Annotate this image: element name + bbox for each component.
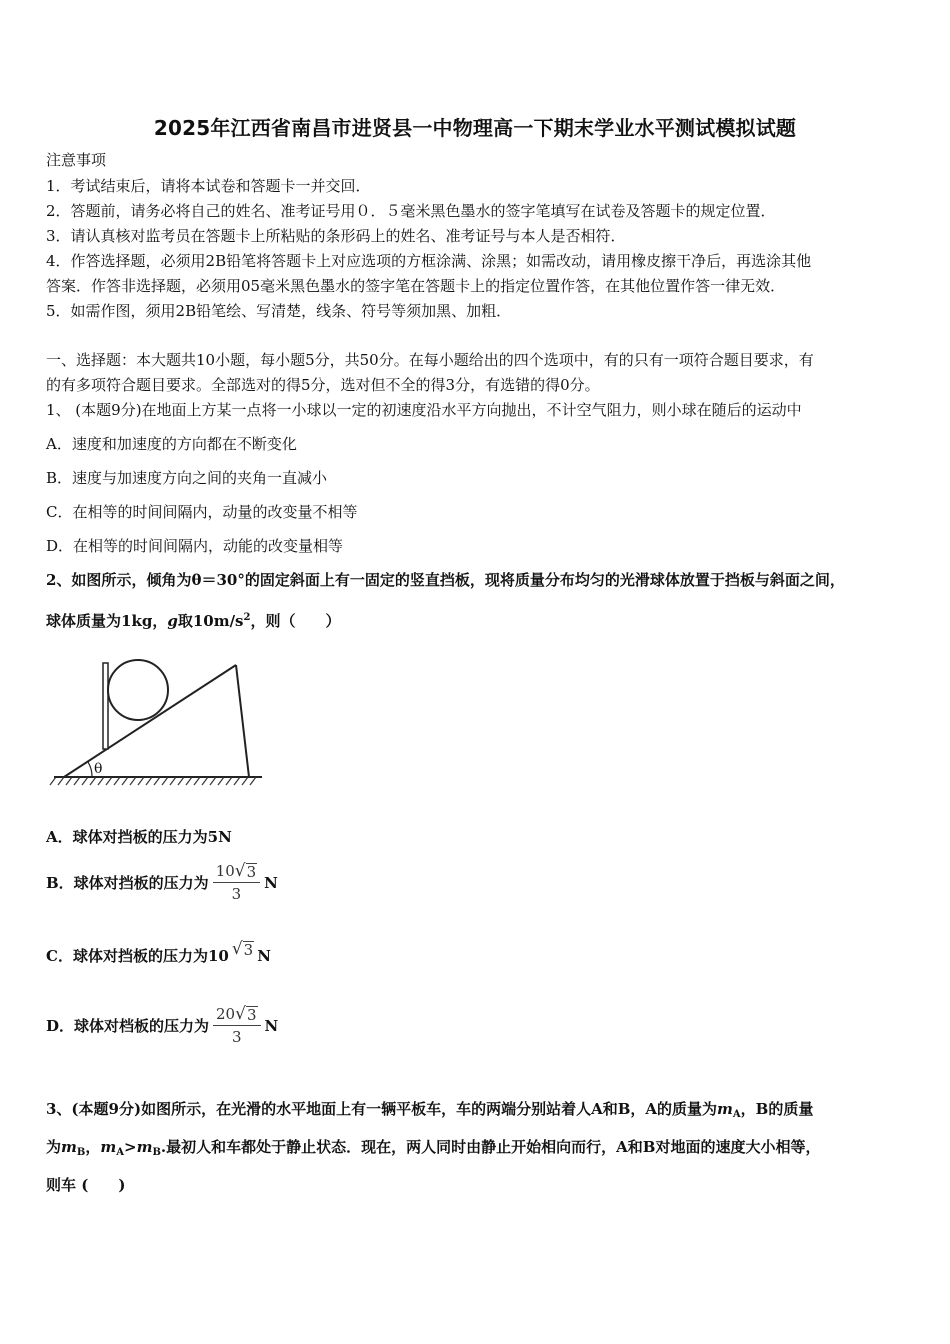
sqrt-argument: 3 xyxy=(246,863,257,881)
notice-heading: 注意事项 xyxy=(46,151,107,169)
q2-text: 球体质量为1kg， xyxy=(46,612,168,630)
fraction-numerator: 20 xyxy=(216,1005,236,1023)
q2-exponent: 2 xyxy=(243,612,251,623)
question-2-option-d xyxy=(46,1005,278,1046)
unit: N xyxy=(264,873,278,892)
question-3-stem-line3: 则车 ( ) xyxy=(46,1176,126,1194)
sqrt-argument: 3 xyxy=(243,941,254,959)
q3-text: 为 xyxy=(46,1138,62,1156)
notice-item: 5．如需作图，须用2B铅笔绘、写清楚，线条、符号等须加黑、加粗． xyxy=(46,302,512,320)
notice-item: 1．考试结束后，请将本试卷和答题卡一并交回． xyxy=(46,177,371,195)
sqrt-argument: 3 xyxy=(246,1006,257,1024)
q3-subscript: A xyxy=(116,1147,124,1158)
q3-mass-symbol: m xyxy=(100,1138,117,1156)
question-1-option-c: C．在相等的时间间隔内，动量的改变量不相等 xyxy=(46,503,358,521)
q3-subscript: B xyxy=(152,1147,161,1158)
question-2-stem-line2 xyxy=(46,607,916,632)
q3-text: ， xyxy=(85,1138,101,1156)
q3-mass-symbol: m xyxy=(136,1138,153,1156)
section-intro: 一、选择题：本大题共10小题，每小题5分，共50分。在每小题给出的四个选项中，有的只有一项符合题目要求，有 xyxy=(46,351,814,369)
question-2-stem: 2、如图所示，倾角为θ＝30°的固定斜面上有一固定的竖直挡板，现将质量分布均匀的光滑球体放置于挡板与斜面之间， xyxy=(46,571,845,589)
question-1-option-b: B．速度与加速度方向之间的夹角一直减小 xyxy=(46,469,328,487)
unit: N xyxy=(264,1016,279,1035)
question-1-option-a: A．速度和加速度的方向都在不断变化 xyxy=(46,435,297,453)
option-b-prefix: B．球体对挡板的压力为 xyxy=(46,874,209,892)
figure-theta-label: θ xyxy=(94,761,103,777)
q2-text: ，则（ ） xyxy=(250,612,341,630)
incline-ball-figure xyxy=(46,645,266,795)
q3-mass-symbol: m xyxy=(717,1100,733,1118)
fraction-numerator: 10 xyxy=(215,862,235,880)
notice-item: 2．答题前，请务必将自己的姓名、准考证号用０．５毫米黑色墨水的签字笔填写在试卷及答题卡的规定位置． xyxy=(46,202,776,220)
question-3-stem-line2 xyxy=(46,1136,916,1164)
q3-text: ，B的质量 xyxy=(740,1100,814,1118)
fraction-denominator: 3 xyxy=(231,885,242,903)
question-3-stem-line1 xyxy=(46,1098,916,1126)
q3-mass-symbol: m xyxy=(61,1138,77,1156)
page-title: 2025年江西省南昌市进贤县一中物理高一下期末学业水平测试模拟试题 xyxy=(153,116,797,140)
fraction-denominator: 3 xyxy=(231,1028,242,1046)
q2-text: 取10m/s xyxy=(177,612,244,630)
section-intro: 的有多项符合题目要求。全部选对的得5分，选对但不全的得3分，有选错的得0分。 xyxy=(46,376,600,394)
question-2-option-b xyxy=(46,862,278,903)
option-d-prefix: D．球体对档板的压力为 xyxy=(46,1017,210,1035)
option-c-prefix: C．球体对挡板的压力为10 xyxy=(46,947,229,965)
question-1-stem: 1、 (本题9分)在地面上方某一点将一小球以一定的初速度沿水平方向抛出，不计空气阻力，则小球在随后的运动中 xyxy=(46,401,802,419)
q3-subscript: A xyxy=(732,1109,741,1120)
unit: N xyxy=(257,946,271,965)
q3-text: 3、(本题9分)如图所示，在光滑的水平地面上有一辆平板车，车的两端分别站着人A和B，A的质量为 xyxy=(46,1100,718,1118)
question-2-option-a: A．球体对挡板的压力为5N xyxy=(46,828,232,846)
sqrt: √ 3 xyxy=(231,939,254,959)
q3-text: > xyxy=(124,1138,137,1156)
q2-g-symbol: g xyxy=(167,612,178,630)
notice-item: 4．作答选择题，必须用2B铅笔将答题卡上对应选项的方框涂满、涂黑；如需改动，请用橡皮擦干净后，再选涂其他 xyxy=(46,252,812,270)
question-2-option-c xyxy=(46,939,271,966)
q3-subscript: B xyxy=(76,1147,86,1158)
fraction: 20 √ 3 3 xyxy=(213,1005,260,1046)
fraction: 10 √ 3 3 xyxy=(213,862,260,903)
question-1-option-d: D．在相等的时间间隔内，动能的改变量相等 xyxy=(46,537,344,555)
notice-item: 3．请认真核对监考员在答题卡上所粘贴的条形码上的姓名、准考证号与本人是否相符． xyxy=(46,227,626,245)
q3-text: .最初人和车都处于静止状态．现在，两人同时由静止开始相向而行，A和B对地面的速度大小相等， xyxy=(160,1138,821,1156)
notice-item: 答案．作答非选择题，必须用05毫米黑色墨水的签字笔在答题卡上的指定位置作答，在其他位置作答一律无效． xyxy=(46,277,786,295)
